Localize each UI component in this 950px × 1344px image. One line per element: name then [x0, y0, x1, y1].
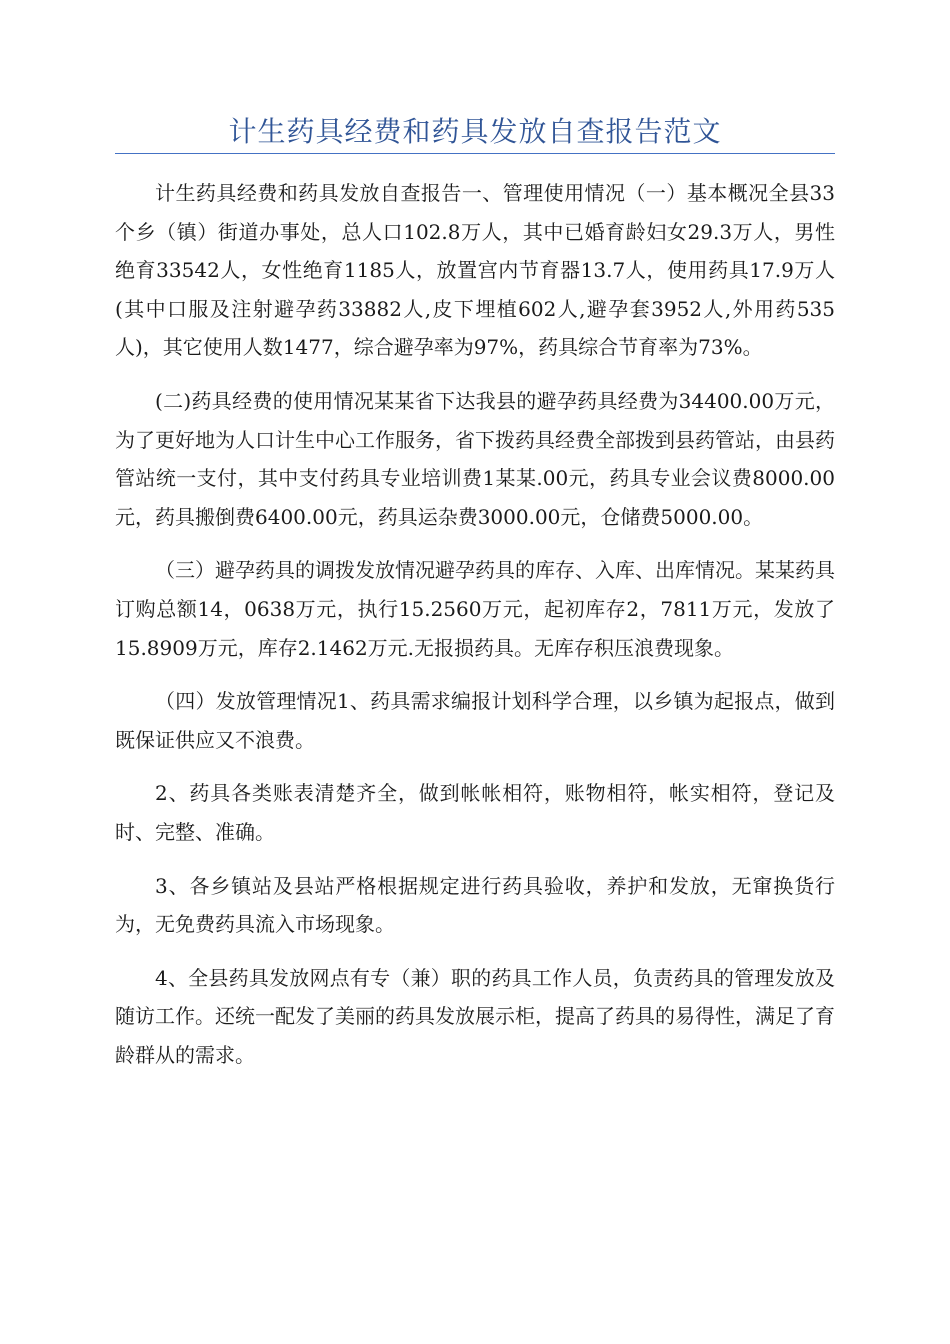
paragraph-distribution: （三）避孕药具的调拨发放情况避孕药具的库存、入库、出库情况。某某药具订购总额14，0638万元，执行15.2560万元，起初库存2，7811万元，发放了15.8909万元，库存2.1462万元.无报损药具。无库存积压浪费现象。 — [115, 558, 835, 660]
title-underline — [115, 153, 835, 154]
document-title: 计生药具经费和药具发放自查报告范文 — [228, 115, 722, 148]
paragraph-management-1: （四）发放管理情况1、药具需求编报计划科学合理，以乡镇为起报点，做到既保证供应又不浪费。 — [115, 689, 835, 752]
paragraph-overview: 计生药具经费和药具发放自查报告一、管理使用情况（一）基本概况全县33个乡（镇）街道办事处，总人口102.8万人，其中已婚育龄妇女29.3万人，男性绝育33542人，女性绝育1185人，放置宫内节育器13.7人，使用药具17.9万人(其中口服及注射避孕药33882人,皮下埋植602人,避孕套3952人,外用药535人)，其它使用人数1477，综合避孕率为97%，药具综合节育率为73%。 — [115, 181, 835, 360]
paragraph-management-4: 4、全县药具发放网点有专（兼）职的药具工作人员，负责药具的管理发放及随访工作。还统一配发了美丽的药具发放展示柜，提高了药具的易得性，满足了育龄群从的需求。 — [115, 965, 835, 1067]
paragraph-management-3: 3、各乡镇站及县站严格根据规定进行药具验收，养护和发放，无窜换货行为，无免费药具流入市场现象。 — [115, 873, 835, 937]
document-body — [115, 174, 835, 1089]
paragraph-funding: (二)药具经费的使用情况某某省下达我县的避孕药具经费为34400.00万元，为了更好地为人口计生中心工作服务，省下拨药具经费全部拨到县药管站，由县药管站统一支付，其中支付药具专业培训费1某某.00元，药具专业会议费8000.00元，药具搬倒费6400.00元，药具运杂费3000.00元，仓储费5000.00。 — [115, 388, 835, 529]
paragraph-management-2: 2、药具各类账表清楚齐全，做到帐帐相符，账物相符，帐实相符，登记及时、完整、准确。 — [115, 781, 835, 844]
